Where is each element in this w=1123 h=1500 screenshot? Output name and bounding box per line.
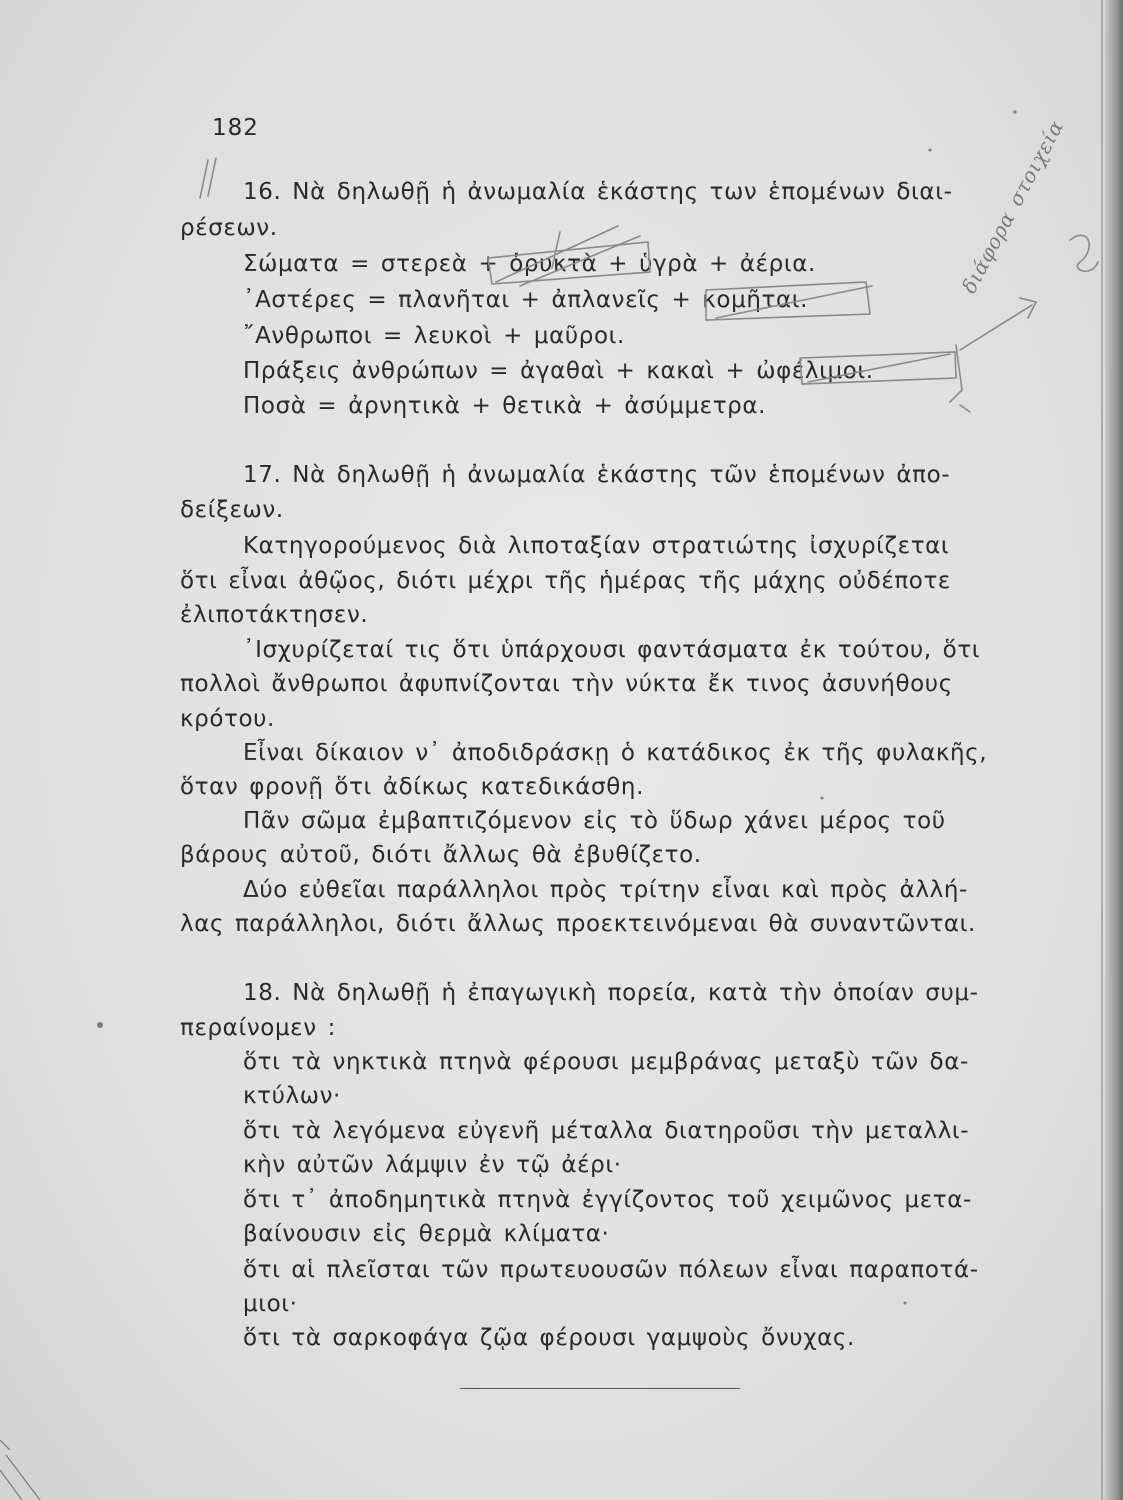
proof-3-line-2: ὅταν φρονῇ ὅτι ἀδίκως κατεδικάσθη. [180,774,644,800]
induction-1-line-2: κτύλων· [243,1083,341,1109]
exercise-17-heading-cont: δείξεων. [180,497,284,523]
induction-1-line-1: ὅτι τὰ νηκτικὰ πτηνὰ φέρουσι μεμβράνας μεταξὺ τῶν δα- [243,1049,969,1075]
handwritten-margin-note: διάφορα στοιχεία [956,115,1069,298]
induction-4-line-2: μιοι· [243,1291,298,1317]
exercise-16-heading-cont: ρέσεων. [180,215,278,241]
division-actions: Πράξεις ἀνθρώπων = ἀγαθαὶ + κακαὶ + ὠφέλιμοι. [243,358,874,384]
page-number: 182 [212,115,259,141]
induction-2-line-1: ὅτι τὰ λεγόμενα εὐγενῆ μέταλλα διατηροῦσι τὴν μεταλλι- [243,1118,970,1144]
division-stars: ᾿Αστέρες = πλανῆται + ἀπλανεῖς + κομῆται. [243,287,809,313]
division-bodies: Σώματα = στερεὰ + ὀρυκτὰ + ὑγρὰ + ἀέρια. [243,251,816,277]
induction-3-line-2: βαίνουσιν εἰς θερμὰ κλίματα· [243,1221,610,1247]
page-gutter-line [1101,0,1103,1500]
induction-5-line-1: ὅτι τὰ σαρκοφάγα ζῷα φέρουσι γαμψοὺς ὄνυχας. [243,1325,855,1351]
proof-3-line-1: Εἶναι δίκαιον ν᾿ ἀποδιδράσκῃ ὁ κατάδικος ἐκ τῆς φυλακῆς, [243,740,988,766]
proof-1-line-3: ἐλιποτάκτησεν. [180,602,369,628]
exercise-18-heading-cont: περαίνομεν : [180,1015,336,1041]
induction-2-line-2: κὴν αὐτῶν λάμψιν ἐν τῷ ἀέρι· [243,1152,622,1178]
proof-2-line-3: κρότου. [180,706,275,732]
proof-4-line-2: βάρους αὐτοῦ, διότι ἄλλως θὰ ἐβυθίζετο. [180,842,702,868]
induction-3-line-1: ὅτι τ᾿ ἀποδημητικὰ πτηνὰ ἐγγίζοντος τοῦ χειμῶνος μετα- [243,1187,972,1213]
end-rule [460,1388,740,1389]
proof-5-line-2: λας παράλληλοι, διότι ἄλλως προεκτεινόμεναι θὰ συναντῶνται. [180,911,976,937]
page-edge [1105,0,1123,1500]
exercise-17-heading: 17. Νὰ δηλωθῇ ἡ ἀνωμαλία ἑκάστης τῶν ἑπομένων ἀπο- [243,462,951,488]
proof-2-line-2: πολλοὶ ἄνθρωποι ἀφυπνίζονται τὴν νύκτα ἔκ τινος ἀσυνήθους [180,671,953,697]
induction-4-line-1: ὅτι αἱ πλεῖσται τῶν πρωτευουσῶν πόλεων εἶναι παραποτά- [243,1257,979,1283]
exercise-18-heading: 18. Νὰ δηλωθῇ ἡ ἐπαγωγικὴ πορεία, κατὰ τὴν ὁποίαν συμ- [243,980,979,1006]
proof-2-line-1: ᾿Ισχυρίζεταί τις ὅτι ὑπάρχουσι φαντάσματα ἐκ τούτου, ὅτι [243,637,981,663]
proof-4-line-1: Πᾶν σῶμα ἐμβαπτιζόμενον εἰς τὸ ὕδωρ χάνει μέρος τοῦ [243,808,946,834]
proof-1-line-1: Κατηγορούμενος διὰ λιποταξίαν στρατιώτης ἰσχυρίζεται [243,533,950,559]
division-quantities: Ποσὰ = ἀρνητικὰ + θετικὰ + ἀσύμμετρα. [243,393,767,419]
division-humans: ῎Ανθρωποι = λευκοὶ + μαῦροι. [243,323,625,349]
proof-1-line-2: ὅτι εἶναι ἀθῷος, διότι μέχρι τῆς ἡμέρας τῆς μάχης οὐδέποτε [180,568,951,594]
proof-5-line-1: Δύο εὐθεῖαι παράλληλοι πρὸς τρίτην εἶναι καὶ πρὸς ἀλλή- [243,877,968,903]
exercise-16-heading: 16. Νὰ δηλωθῇ ἡ ἀνωμαλία ἑκάστης των ἑπομένων διαι- [243,179,953,205]
